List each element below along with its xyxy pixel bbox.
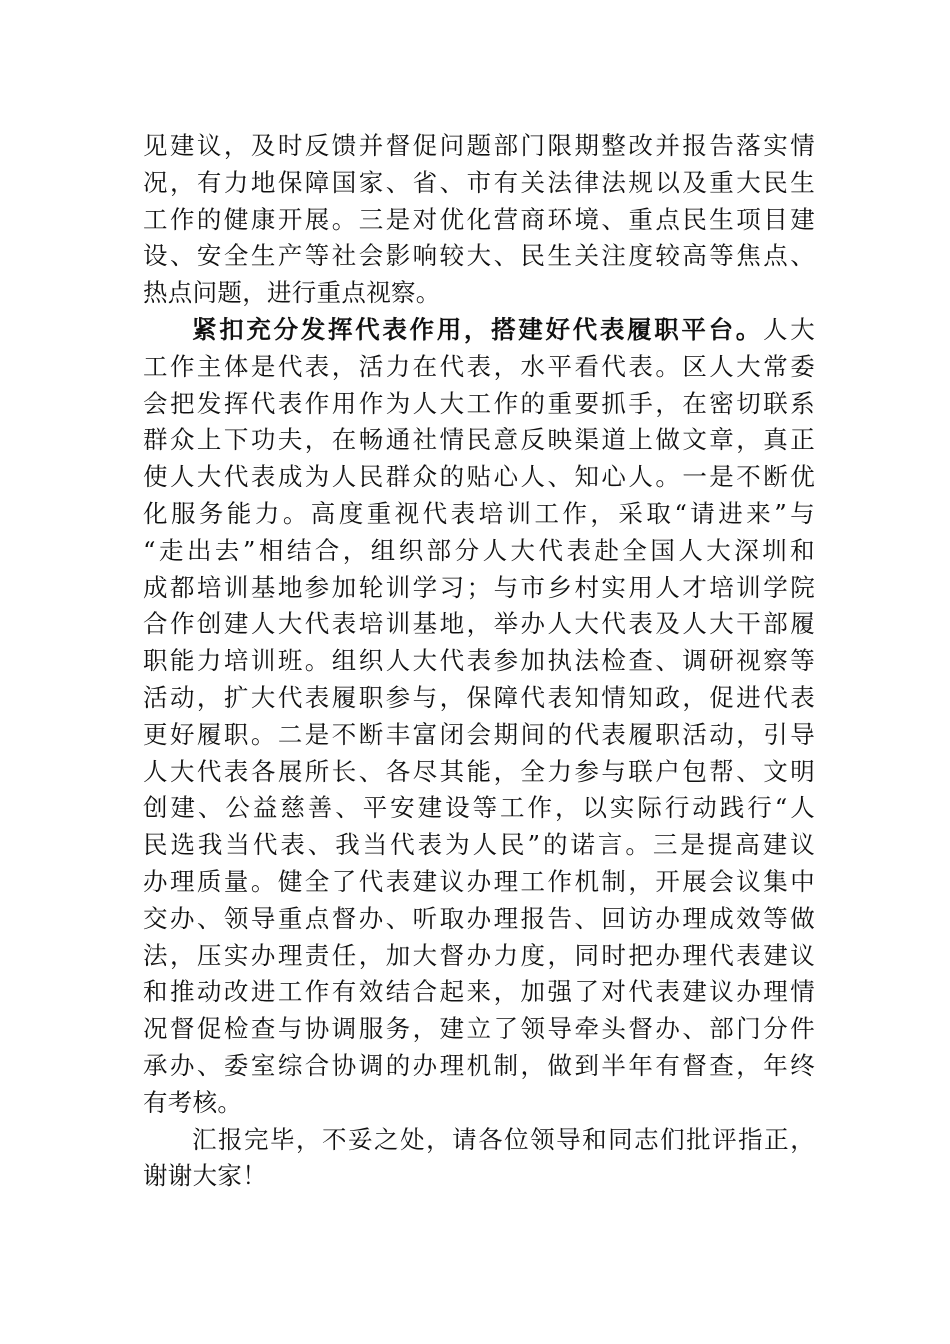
text-line: 交办、领导重点督办、听取办理报告、回访办理成效等做 (143, 903, 815, 933)
text-line: 民选我当代表、我当代表为人民”的诺言。三是提高建议 (143, 830, 815, 860)
text-line: 见建议，及时反馈并督促问题部门限期整改并报告落实情 (143, 131, 815, 160)
document-body (143, 128, 815, 1195)
section-heading: 紧扣充分发挥代表作用，搭建好代表履职平台。 (192, 314, 763, 344)
text-line: 人大代表各展所长、各尽其能，全力参与联户包帮、文明 (143, 756, 815, 786)
text-line: 使人大代表成为人民群众的贴心人、知心人。一是不断优 (143, 462, 815, 492)
text-line: 合作创建人大代表培训基地，举办人大代表及人大干部履 (143, 609, 815, 639)
text-line: 热点问题，进行重点视察。 (143, 278, 441, 308)
text-line: 设、安全生产等社会影响较大、民生关注度较高等焦点、 (143, 241, 815, 271)
text-line: 活动，扩大代表履职参与，保障代表知情知政，促进代表 (143, 682, 815, 712)
text-line: 和推动改进工作有效结合起来，加强了对代表建议办理情 (143, 977, 815, 1007)
text-line: 化服务能力。高度重视代表培训工作，采取“请进来”与 (143, 498, 815, 528)
paragraph-1 (143, 128, 815, 312)
text-line: “走出去”相结合，组织部分人大代表赴全国人大深圳和 (143, 535, 815, 565)
text-line: 办理质量。健全了代表建议办理工作机制，开展会议集中 (143, 866, 815, 896)
text-line: 创建、公益慈善、平安建设等工作，以实际行动践行“人 (143, 793, 815, 823)
text-line: 况督促检查与协调服务，建立了领导牵头督办、部门分件 (143, 1014, 815, 1044)
text-line: 谢谢大家！ (143, 1161, 267, 1191)
text-line: 法，压实办理责任，加大督办力度，同时把办理代表建议 (143, 940, 815, 970)
text-line: 会把发挥代表作用作为人大工作的重要抓手，在密切联系 (143, 388, 815, 418)
heading-line-rest: 人大 (763, 314, 815, 344)
text-line: 况，有力地保障国家、省、市有关法律法规以及重大民生 (143, 167, 815, 197)
text-line: 汇报完毕，不妥之处，请各位领导和同志们批评指正， (192, 1124, 815, 1154)
text-line: 群众上下功夫，在畅通社情民意反映渠道上做文章，真正 (143, 425, 815, 455)
paragraph-2 (143, 312, 815, 1122)
text-line: 有考核。 (143, 1087, 243, 1117)
text-line: 更好履职。二是不断丰富闭会期间的代表履职活动，引导 (143, 719, 815, 749)
paragraph-3 (143, 1122, 815, 1196)
text-line: 成都培训基地参加轮训学习；与市乡村实用人才培训学院 (143, 572, 815, 602)
text-line: 工作主体是代表，活力在代表，水平看代表。区人大常委 (143, 351, 815, 381)
text-line (143, 312, 815, 349)
text-line: 承办、委室综合协调的办理机制，做到半年有督查，年终 (143, 1050, 815, 1080)
text-line: 工作的健康开展。三是对优化营商环境、重点民生项目建 (143, 204, 815, 234)
text-line: 职能力培训班。组织人大代表参加执法检查、调研视察等 (143, 646, 815, 676)
